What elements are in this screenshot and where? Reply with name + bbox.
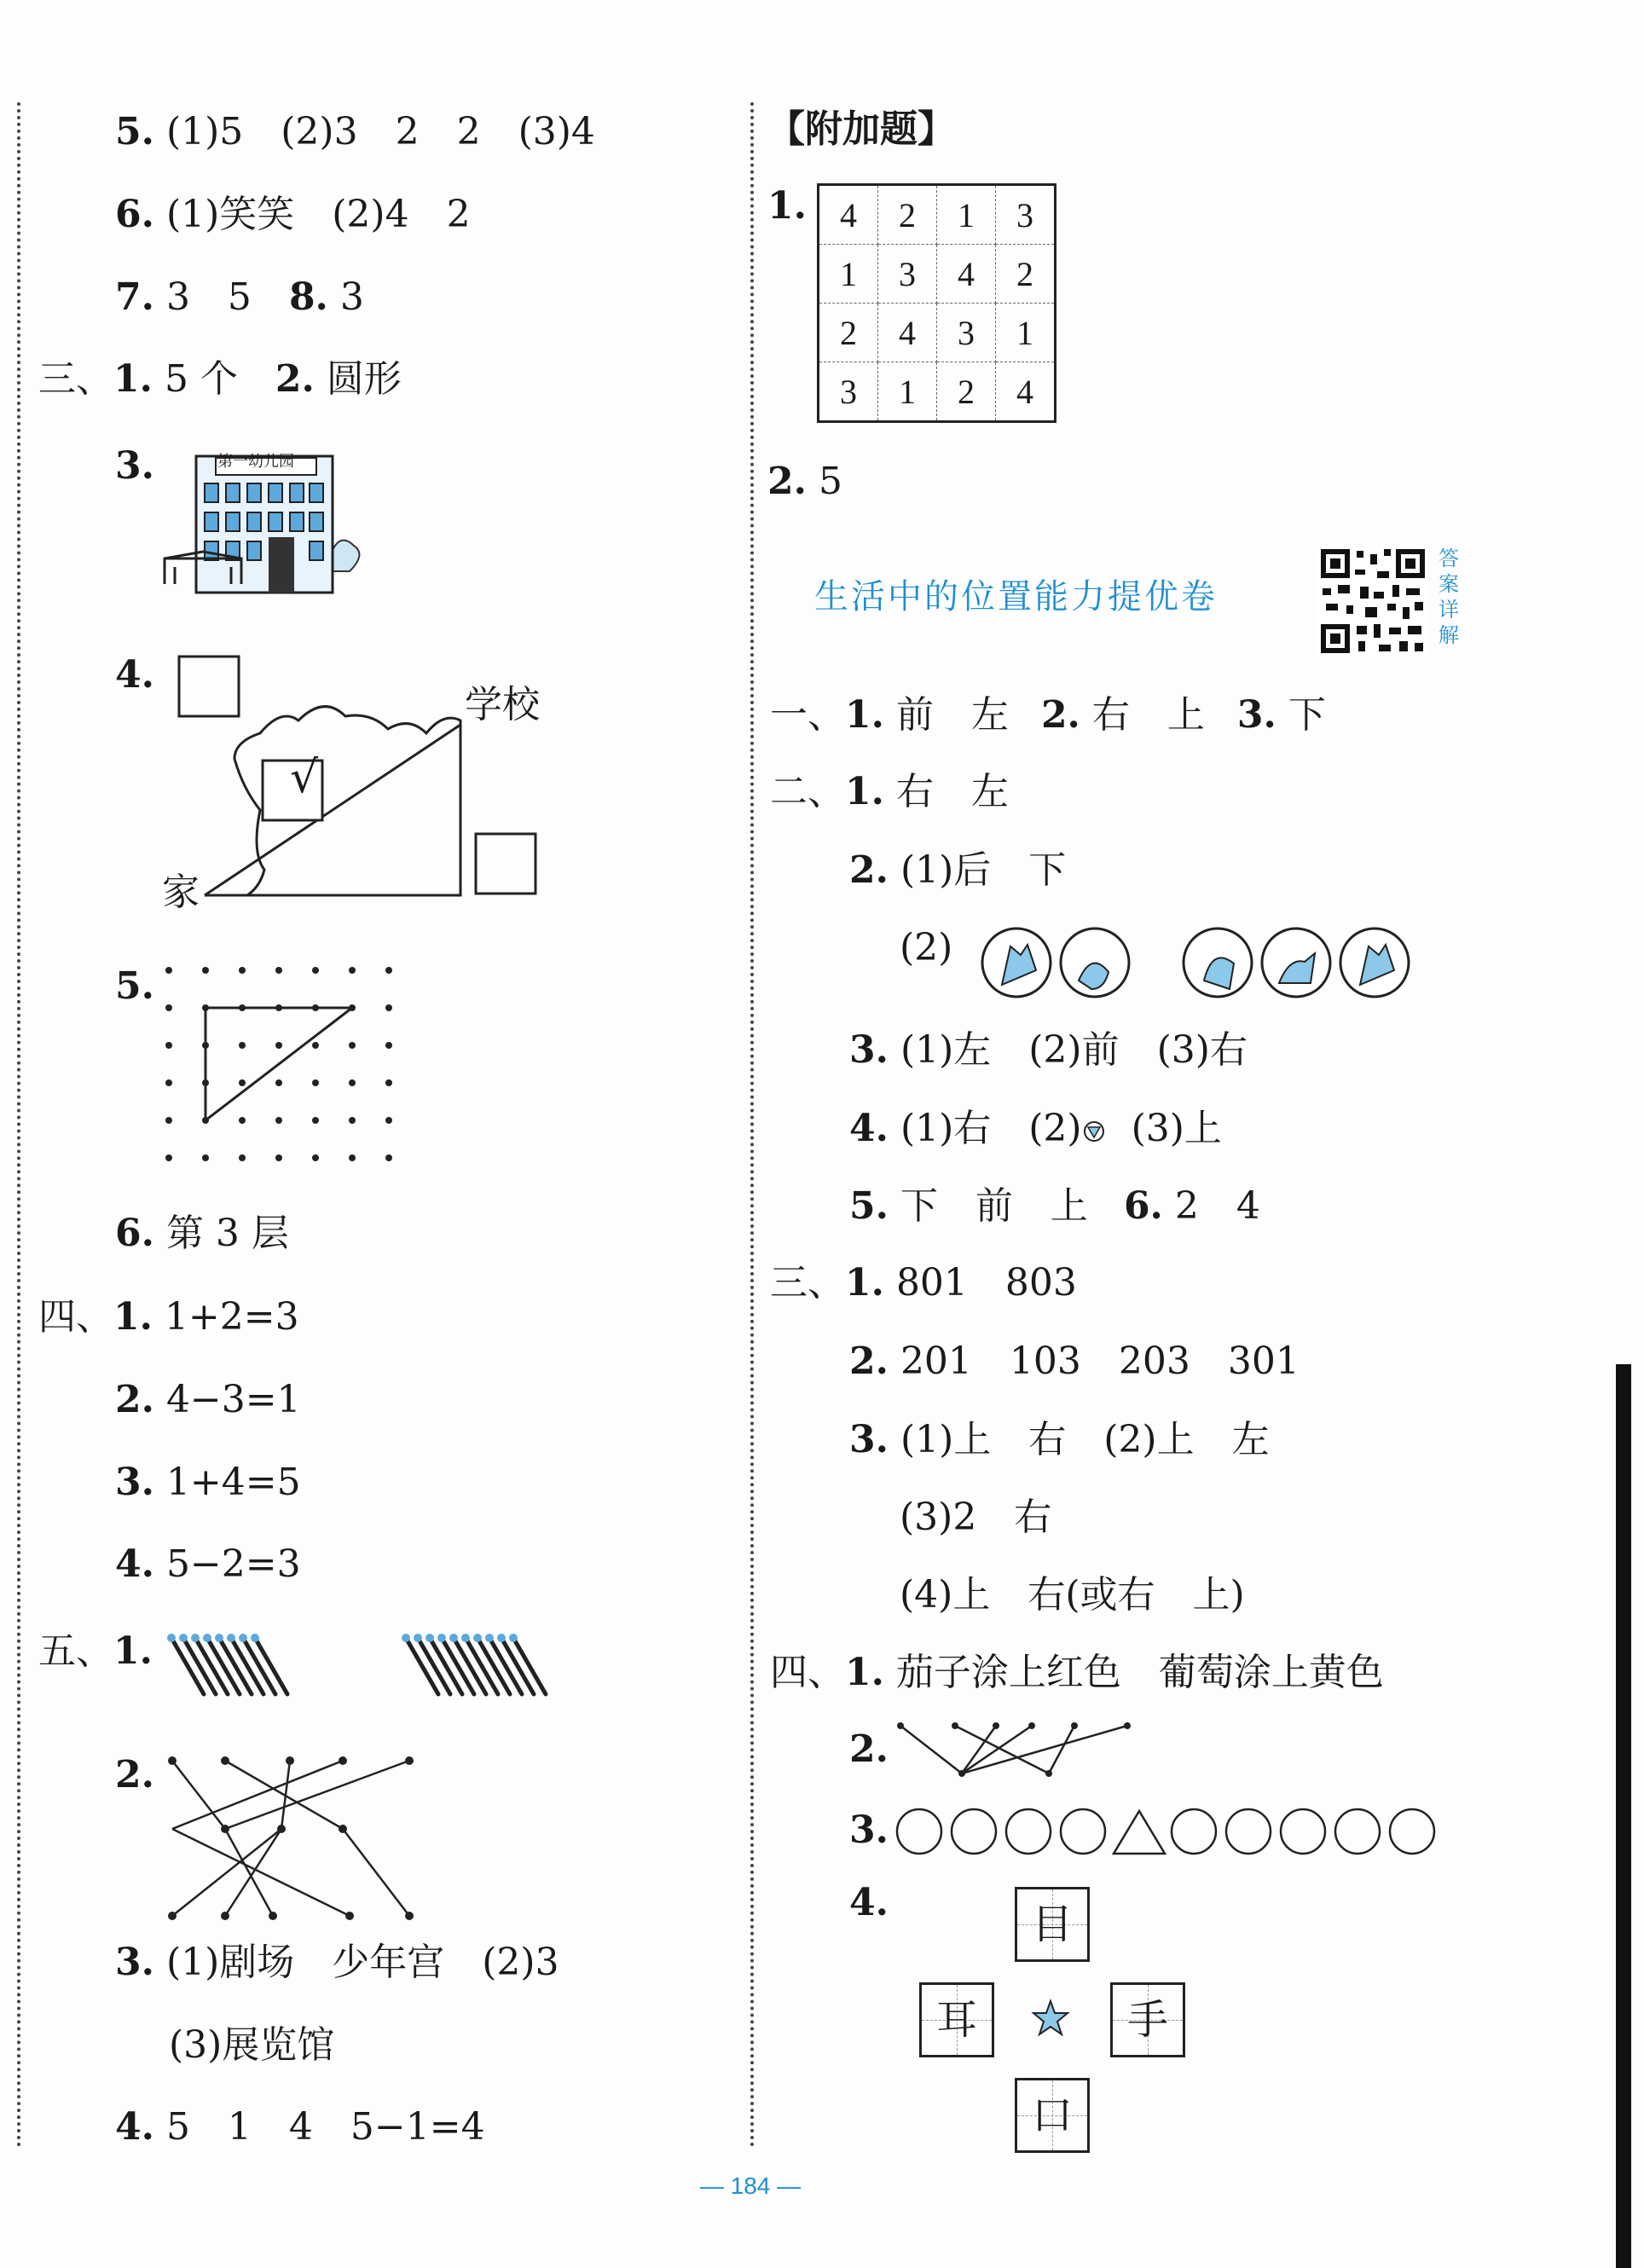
school-label: 学校 xyxy=(465,683,540,726)
section-3-q5-num: 5. xyxy=(115,964,154,1008)
grid-row xyxy=(819,304,1056,362)
scan-edge xyxy=(1616,1364,1631,2268)
bonus-header: 【附加题】 xyxy=(767,107,955,151)
section-3-q1-q2: 三、1. 5 个 2. 圆形 xyxy=(38,357,402,401)
grid-cell: 2 xyxy=(937,362,996,422)
part-3-q3c: (4)上 右(或右 上) xyxy=(900,1573,1245,1617)
sticks-group-2 xyxy=(401,1633,571,1701)
grid-cell: 4 xyxy=(819,185,878,245)
check-mark: √ xyxy=(290,752,319,803)
grid-row xyxy=(819,245,1056,304)
home-label: 家 xyxy=(162,871,200,914)
section-4-q4: 4. 5−2=3 xyxy=(115,1542,301,1586)
section-5-q2-num: 2. xyxy=(115,1753,154,1796)
star-icon xyxy=(1032,1999,1069,2037)
sticks-group-1 xyxy=(166,1633,303,1701)
shape-icon xyxy=(1082,1120,1106,1143)
shapes-sequence xyxy=(895,1806,1441,1857)
section-5-q3b: (3)展览馆 xyxy=(169,2023,335,2067)
part-4-q1: 四、1. 茄子涂上红色 葡萄涂上黄色 xyxy=(770,1651,1384,1694)
grid-cell: 3 xyxy=(878,245,937,304)
character-portraits xyxy=(981,925,1415,1000)
grid-cell: 2 xyxy=(996,245,1056,304)
bonus-2: 2. 5 xyxy=(767,460,842,503)
part-3-q3b: (3)2 右 xyxy=(900,1496,1052,1539)
part-2-q1: 二、1. 右 左 xyxy=(770,770,1009,813)
part-3-q3a: 3. (1)上 右 (2)上 左 xyxy=(849,1418,1270,1461)
section-4-q3: 3. 1+4=5 xyxy=(115,1461,301,1504)
dot-grid-triangle xyxy=(162,963,418,1168)
section-3-q3-num: 3. xyxy=(115,444,154,488)
connection-lines-drawing xyxy=(895,1721,1134,1780)
grid-row xyxy=(819,185,1056,245)
kindergarten-building-drawing xyxy=(158,448,362,601)
grid-cell: 1 xyxy=(937,185,996,245)
char-box-hand: 手 xyxy=(1110,1982,1185,2057)
part-2-q3: 3. (1)左 (2)前 (3)右 xyxy=(849,1028,1247,1072)
grid-cell: 1 xyxy=(996,304,1056,362)
grid-cell: 3 xyxy=(996,185,1056,245)
column-divider xyxy=(750,102,754,2149)
answer-7-8: 7. 3 5 8. 3 xyxy=(115,275,364,319)
part-2-q5-q6: 5. 下 前 上 6. 2 4 xyxy=(849,1184,1260,1228)
page-number: — 184 — xyxy=(699,2173,802,2199)
grid-cell: 4 xyxy=(878,304,937,362)
char-box-mouth: 口 xyxy=(1015,2078,1090,2153)
grid-cell: 4 xyxy=(996,362,1056,422)
qr-code-icon[interactable] xyxy=(1317,546,1428,657)
section-5-q1: 五、1. xyxy=(38,1629,153,1673)
answer-6: 6. (1)笑笑 (2)4 2 xyxy=(115,193,471,236)
section-3-q4-num: 4. xyxy=(115,653,154,697)
grid-cell: 1 xyxy=(819,245,878,304)
section-4-q2: 2. 4−3=1 xyxy=(115,1378,301,1421)
section-5-q4: 4. 5 1 4 5−1=4 xyxy=(115,2105,485,2149)
grid-cell: 4 xyxy=(937,245,996,304)
grid-row xyxy=(819,362,1056,422)
answer-5: 5. (1)5 (2)3 2 2 (3)4 xyxy=(115,110,595,153)
grid-cell: 1 xyxy=(878,362,937,422)
section-4-q1: 四、1. 1+2=3 xyxy=(38,1295,299,1339)
part-4-q2-num: 2. xyxy=(849,1727,889,1771)
part-1: 一、1. 前 左 2. 右 上 3. 下 xyxy=(770,693,1326,737)
char-box-ear: 耳 xyxy=(919,1982,994,2057)
qr-caption: 答 案 详 解 xyxy=(1438,547,1459,647)
part-2-q2b: (2) xyxy=(900,926,953,969)
part-4-q3-num: 3. xyxy=(849,1808,889,1852)
left-margin-dots xyxy=(17,102,20,2149)
section-3-q6: 6. 第 3 层 xyxy=(115,1212,289,1255)
section-title: 生活中的位置能力提优卷 xyxy=(814,577,1218,616)
grid-cell: 3 xyxy=(937,304,996,362)
part-4-q4-num: 4. xyxy=(849,1881,889,1924)
part-3-q2: 2. 201 103 203 301 xyxy=(849,1339,1300,1383)
section-5-q3a: 3. (1)剧场 少年宫 (2)3 xyxy=(115,1941,559,1984)
kindergarten-sign: 第一幼儿园 xyxy=(217,453,294,471)
grid-cell: 2 xyxy=(819,304,878,362)
bonus-1-num: 1. xyxy=(767,184,807,228)
char-box-eye: 目 xyxy=(1015,1887,1090,1962)
grid-cell: 3 xyxy=(819,362,878,422)
part-2-q2a: 2. (1)后 下 xyxy=(849,848,1067,892)
part-2-q4: 4. (1)右 (2) (3)上 xyxy=(849,1107,1222,1150)
matching-lines-drawing xyxy=(162,1752,435,1923)
part-3-q1: 三、1. 801 803 xyxy=(770,1261,1077,1305)
sudoku-grid xyxy=(817,183,1056,423)
grid-cell: 2 xyxy=(878,185,937,245)
